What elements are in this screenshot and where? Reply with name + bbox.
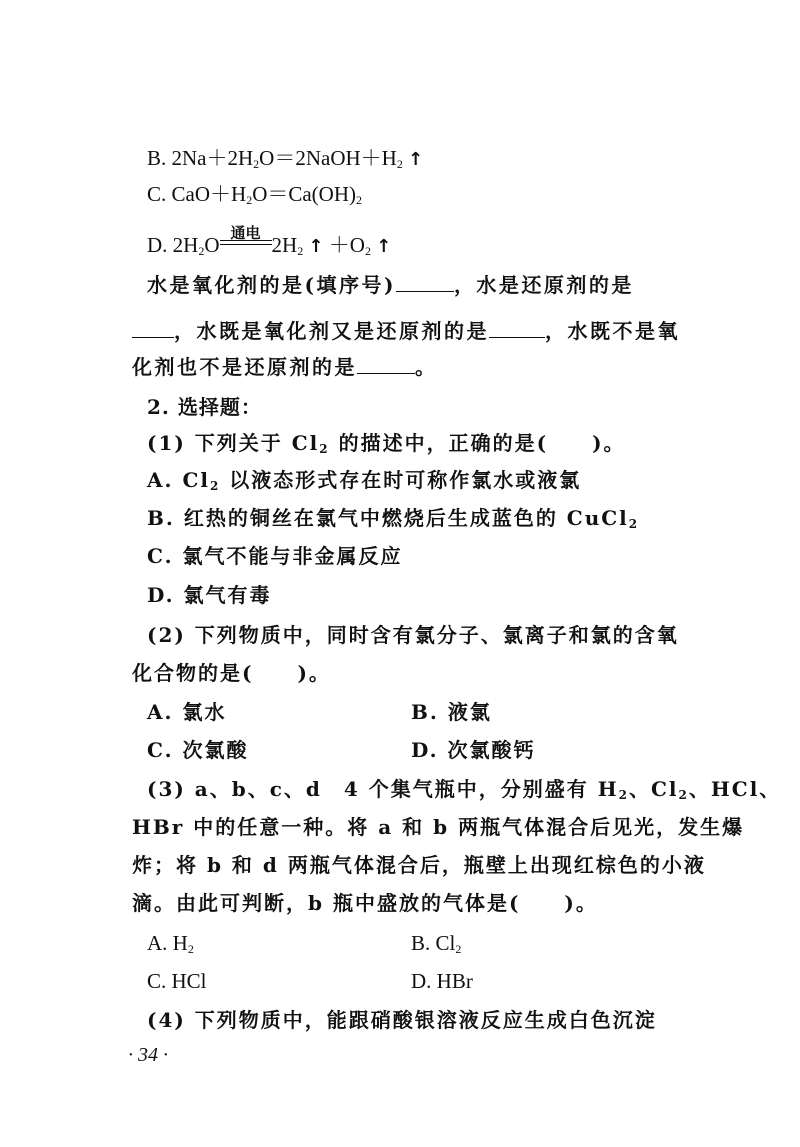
q1-option-d[interactable]: D. 氯气有毒 [147, 583, 272, 607]
text: 的描述中，正确的是( )。 [329, 431, 626, 455]
q2-option-a[interactable]: A. 氯水 [147, 700, 227, 724]
subscript: 2 [253, 157, 260, 171]
subscript: 2 [198, 244, 205, 258]
fill-in-line-3 [132, 354, 438, 380]
q2-stem-line-1: (2) 下列物质中，同时含有氯分子、氯离子和氯的含氧 [147, 623, 679, 647]
text: (1) 下列关于 Cl [147, 431, 320, 455]
q2-option-b[interactable]: B. 液氯 [411, 700, 492, 724]
text: ，水既是氧化剂又是还原剂的是 [174, 319, 489, 343]
text: 、HCl、 [688, 777, 782, 801]
option-c-equation [147, 181, 362, 207]
q3-stem-line-3: 炸；将 b 和 d 两瓶气体混合后，瓶壁上出现红棕色的小液 [132, 853, 706, 877]
answer-blank[interactable] [357, 355, 415, 374]
text: 水是氧化剂的是(填序号) [147, 273, 396, 297]
option-label: C. [147, 182, 167, 206]
gas-arrow-icon: ↑ [308, 236, 324, 257]
text: B. Cl [411, 931, 456, 955]
option-d-equation [147, 224, 392, 260]
text: 化剂也不是还原剂的是 [132, 355, 357, 379]
text: A. Cl [147, 468, 210, 492]
page-number: · 34 · [128, 1044, 168, 1066]
equation-text: O＝Ca(OH) [252, 182, 356, 206]
q2-option-c[interactable]: C. 次氯酸 [147, 738, 249, 762]
q3-option-c[interactable]: C. HCl [147, 969, 207, 993]
fill-in-line-2 [132, 318, 680, 344]
subscript: 2 [678, 788, 689, 802]
subscript: 2 [618, 788, 630, 802]
text: 。 [415, 355, 438, 379]
text: A. H [147, 931, 188, 955]
text: ，水是还原剂的是 [453, 273, 634, 297]
q3-option-a[interactable] [147, 930, 194, 956]
q1-stem [147, 430, 626, 456]
subscript: 2 [297, 244, 304, 258]
text: ，水既不是氧 [545, 319, 680, 343]
q1-option-c[interactable]: C. 氯气不能与非金属反应 [147, 544, 403, 568]
section-heading: 2. 选择题： [147, 395, 262, 419]
option-label: B. [147, 146, 167, 170]
text: 、Cl [629, 777, 679, 801]
answer-blank[interactable] [396, 273, 454, 292]
subscript: 2 [356, 193, 362, 207]
subscript: 2 [319, 442, 330, 456]
q1-option-a[interactable] [147, 467, 581, 493]
subscript: 2 [246, 193, 253, 207]
q2-option-d[interactable]: D. 次氯酸钙 [411, 738, 536, 762]
subscript: 2 [455, 942, 462, 956]
subscript: 2 [396, 157, 403, 171]
q3-stem-line-1 [147, 776, 781, 802]
gas-arrow-icon: ↑ [408, 149, 424, 170]
fill-in-line-1 [147, 272, 634, 298]
q3-option-d[interactable]: D. HBr [411, 969, 473, 993]
q3-stem-line-4: 滴。由此可判断，b 瓶中盛放的气体是( )。 [132, 891, 598, 915]
subscript: 2 [209, 479, 221, 493]
option-b-equation [147, 145, 423, 173]
condition-label: 通电 [230, 224, 261, 242]
q1-option-b[interactable] [147, 505, 639, 531]
equation-text: 2H [271, 233, 298, 257]
equation-text: O＝2NaOH＋H [259, 146, 397, 170]
text: B. 红热的铜丝在氯气中燃烧后生成蓝色的 CuCl [147, 506, 629, 530]
equation-text: O [204, 233, 220, 257]
reaction-condition [220, 224, 272, 252]
answer-blank[interactable] [132, 319, 174, 338]
gas-arrow-icon: ↑ [376, 236, 392, 257]
text: 以液态形式存在时可称作氯水或液氯 [220, 468, 582, 492]
answer-blank[interactable] [489, 319, 545, 338]
q4-stem-line-1: (4) 下列物质中，能跟硝酸银溶液反应生成白色沉淀 [147, 1008, 657, 1032]
text: (3) a、b、c、d 4 个集气瓶中，分别盛有 H [147, 777, 619, 801]
q2-stem-line-2: 化合物的是( )。 [132, 661, 331, 685]
subscript: 2 [187, 942, 194, 956]
equation-text: ＋O [323, 233, 365, 257]
q3-option-b[interactable] [411, 930, 461, 956]
subscript: 2 [628, 517, 640, 531]
option-label: D. [147, 233, 168, 257]
equation-text: 2Na＋2H [171, 146, 254, 170]
equation-text: CaO＋H [171, 182, 247, 206]
q3-stem-line-2: HBr 中的任意一种。将 a 和 b 两瓶气体混合后见光，发生爆 [132, 815, 745, 839]
subscript: 2 [364, 244, 371, 258]
equation-text: 2H [172, 233, 199, 257]
